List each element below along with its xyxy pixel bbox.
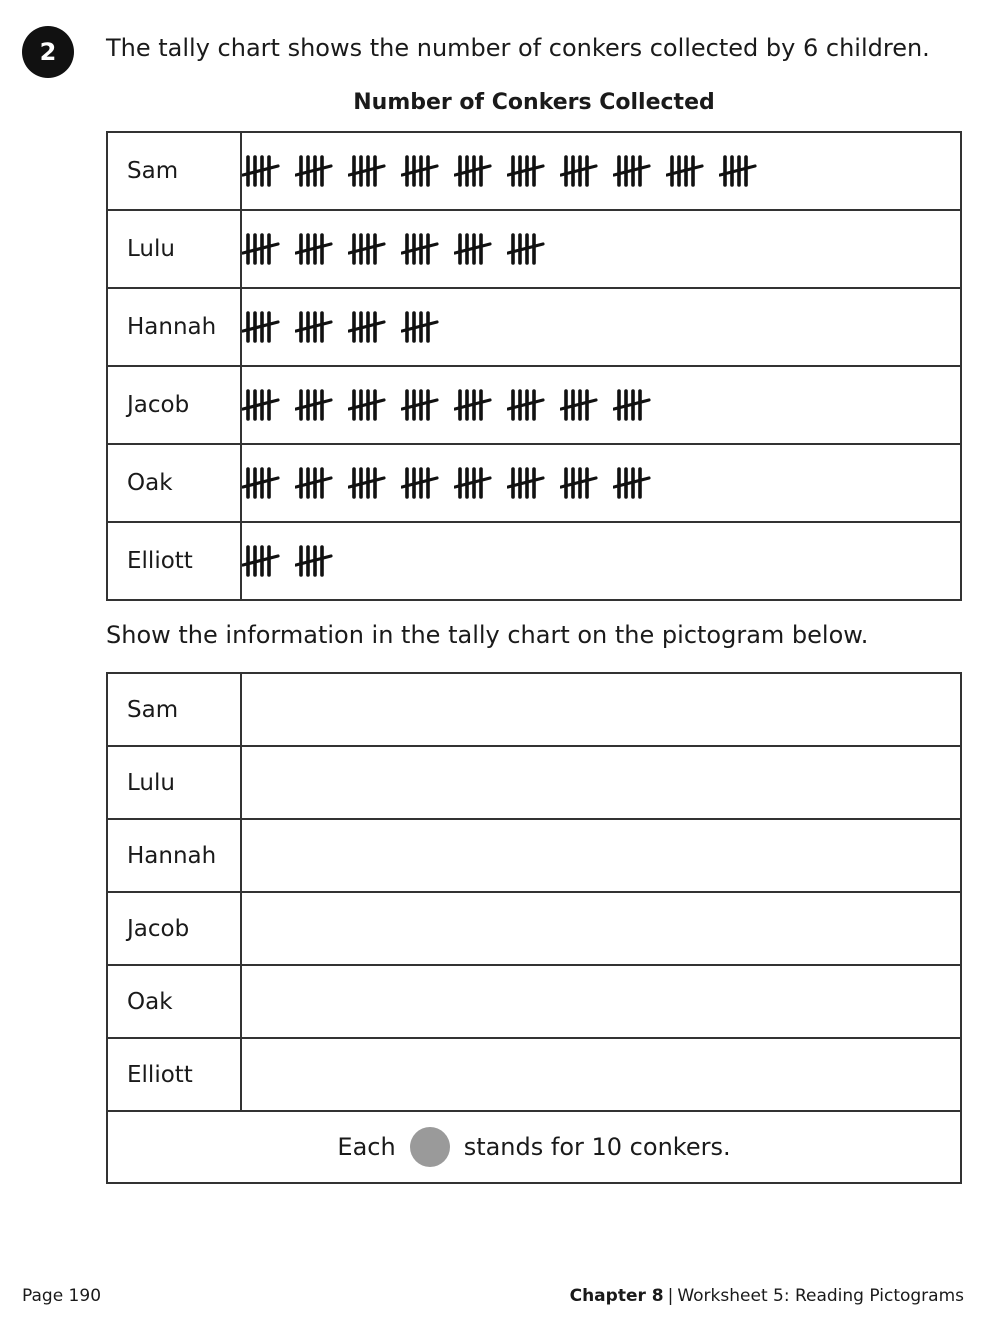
pictogram-answer-cell[interactable] xyxy=(241,965,961,1038)
tally-five-group xyxy=(560,466,598,500)
pictogram-row xyxy=(107,965,961,1038)
pictogram-row-name: Jacob xyxy=(107,892,241,965)
grey-circle-icon xyxy=(410,1127,450,1167)
tally-chart-table xyxy=(106,131,962,601)
pictogram-answer-cell[interactable] xyxy=(241,819,961,892)
tally-five-group xyxy=(401,232,439,266)
footer-chapter: Chapter 8 xyxy=(569,1286,664,1306)
footer-worksheet: Worksheet 5: Reading Pictograms xyxy=(677,1286,964,1306)
pictogram-row xyxy=(107,746,961,819)
tally-row-name: Sam xyxy=(107,132,241,210)
tally-marks-cell xyxy=(241,132,961,210)
tally-five-group xyxy=(295,232,333,266)
tally-marks-cell xyxy=(241,522,961,600)
tally-five-group xyxy=(295,154,333,188)
tally-five-group xyxy=(242,310,280,344)
pictogram-answer-cell[interactable] xyxy=(241,746,961,819)
tally-five-group xyxy=(295,388,333,422)
tally-five-group xyxy=(348,310,386,344)
tally-five-group xyxy=(348,154,386,188)
tally-row xyxy=(107,366,961,444)
pictogram-row xyxy=(107,819,961,892)
footer-chapter-info: Chapter 8 | Worksheet 5: Reading Pictograms xyxy=(569,1286,964,1306)
tally-five-group xyxy=(666,154,704,188)
tally-marks-cell xyxy=(241,444,961,522)
tally-five-group xyxy=(719,154,757,188)
pictogram-table xyxy=(106,672,962,1184)
question-number: 2 xyxy=(22,26,74,78)
key-suffix: stands for 10 conkers. xyxy=(463,1133,731,1161)
tally-five-group xyxy=(507,466,545,500)
tally-row-name: Lulu xyxy=(107,210,241,288)
tally-five-group xyxy=(560,154,598,188)
tally-five-group xyxy=(454,232,492,266)
pictogram-answer-cell[interactable] xyxy=(241,673,961,746)
pictogram-row xyxy=(107,892,961,965)
tally-five-group xyxy=(348,466,386,500)
tally-five-group xyxy=(295,544,333,578)
tally-five-group xyxy=(454,388,492,422)
pictogram-row-name: Elliott xyxy=(107,1038,241,1111)
tally-row-name: Elliott xyxy=(107,522,241,600)
tally-five-group xyxy=(507,154,545,188)
tally-five-group xyxy=(401,388,439,422)
key-prefix: Each xyxy=(337,1133,396,1161)
tally-five-group xyxy=(560,388,598,422)
tally-five-group xyxy=(507,388,545,422)
pictogram-answer-cell[interactable] xyxy=(241,1038,961,1111)
tally-row-name: Oak xyxy=(107,444,241,522)
pictogram-row-name: Hannah xyxy=(107,819,241,892)
tally-five-group xyxy=(348,232,386,266)
tally-five-group xyxy=(295,310,333,344)
tally-five-group xyxy=(454,466,492,500)
pictogram-row xyxy=(107,673,961,746)
tally-row xyxy=(107,210,961,288)
tally-five-group xyxy=(242,232,280,266)
tally-five-group xyxy=(613,466,651,500)
tally-five-group xyxy=(507,232,545,266)
pictogram-key-row xyxy=(107,1111,961,1183)
tally-five-group xyxy=(242,466,280,500)
pictogram-key xyxy=(107,1111,961,1183)
tally-five-group xyxy=(613,154,651,188)
tally-five-group xyxy=(454,154,492,188)
tally-row-name: Hannah xyxy=(107,288,241,366)
question-text: The tally chart shows the number of conkers collected by 6 children. xyxy=(106,34,930,62)
tally-marks-cell xyxy=(241,210,961,288)
tally-chart-title: Number of Conkers Collected xyxy=(353,90,715,115)
pictogram-instruction: Show the information in the tally chart on the pictogram below. xyxy=(106,621,869,649)
tally-five-group xyxy=(242,544,280,578)
pictogram-answer-cell[interactable] xyxy=(241,892,961,965)
tally-marks-cell xyxy=(241,366,961,444)
tally-row xyxy=(107,522,961,600)
pictogram-row xyxy=(107,1038,961,1111)
tally-five-group xyxy=(242,154,280,188)
tally-row-name: Jacob xyxy=(107,366,241,444)
tally-five-group xyxy=(401,466,439,500)
tally-row xyxy=(107,444,961,522)
tally-five-group xyxy=(401,310,439,344)
tally-five-group xyxy=(242,388,280,422)
tally-row xyxy=(107,288,961,366)
pictogram-row-name: Sam xyxy=(107,673,241,746)
tally-five-group xyxy=(348,388,386,422)
tally-five-group xyxy=(401,154,439,188)
tally-row xyxy=(107,132,961,210)
tally-five-group xyxy=(613,388,651,422)
page-number: Page 190 xyxy=(22,1286,102,1306)
tally-marks-cell xyxy=(241,288,961,366)
pictogram-row-name: Lulu xyxy=(107,746,241,819)
tally-five-group xyxy=(295,466,333,500)
pictogram-row-name: Oak xyxy=(107,965,241,1038)
